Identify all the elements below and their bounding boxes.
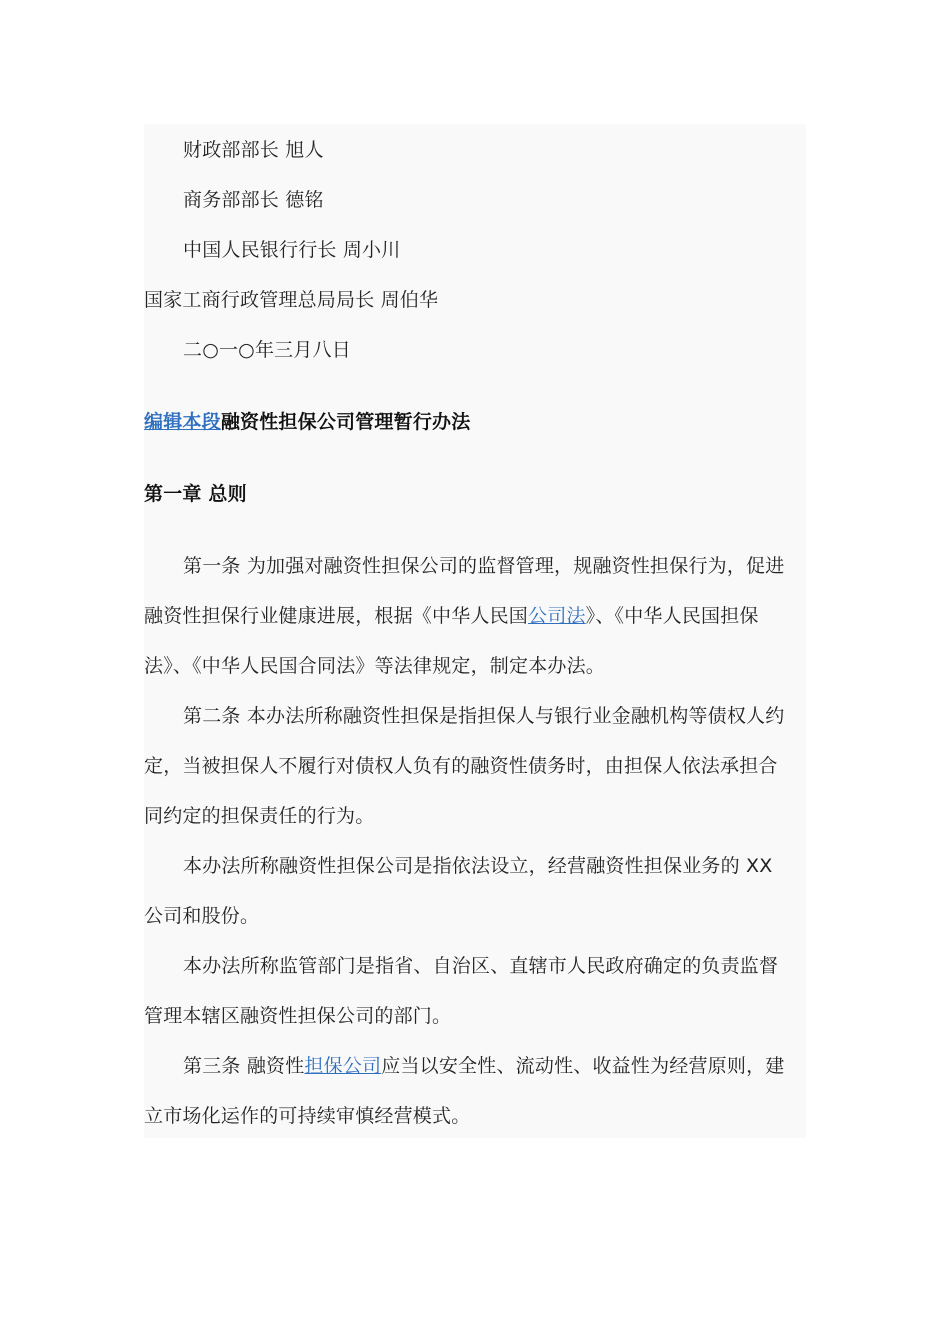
chapter-title: 第一章 总则 (144, 483, 247, 505)
article-2b-line-1: 本办法所称融资性担保公司是指依法设立，经营融资性担保业务的 XX (183, 855, 773, 877)
signature-date: 二○一○年三月八日 (183, 339, 351, 361)
signature-finance-minister: 财政部部长 旭人 (183, 139, 324, 161)
article-2-line-2: 定，当被担保人不履行对债权人负有的融资性债务时，由担保人依法承担合 (144, 755, 778, 777)
guarantee-company-link[interactable]: 担保公司 (304, 1055, 382, 1077)
signature-pboc-governor: 中国人民银行行长 周小川 (183, 239, 401, 261)
signature-saic-director: 国家工商行政管理总局局长 周伯华 (144, 289, 439, 311)
article-1-line-2: 融资性担保行业健康进展，根据《中华人民国公司法》、《中华人民国担保 (144, 605, 759, 627)
article-3-line-1: 第三条 融资性担保公司应当以安全性、流动性、收益性为经营原则，建 (183, 1055, 785, 1077)
article-2-line-3: 同约定的担保责任的行为。 (144, 805, 375, 827)
article-2b-line-2: 公司和股份。 (144, 905, 260, 927)
article-2-line-1: 第二条 本办法所称融资性担保是指担保人与银行业金融机构等债权人约 (183, 705, 785, 727)
signature-commerce-minister: 商务部部长 德铭 (183, 189, 324, 211)
section-heading (144, 409, 806, 435)
article-2c-line-1: 本办法所称监管部门是指省、自治区、直辖市人民政府确定的负责监督 (183, 955, 779, 977)
article-1-line-1: 第一条 为加强对融资性担保公司的监督管理，规融资性担保行为，促进 (183, 555, 785, 577)
article-2c-line-2: 管理本辖区融资性担保公司的部门。 (144, 1005, 452, 1027)
document-body (144, 124, 806, 1138)
article-1-line-3: 法》、《中华人民国合同法》等法律规定，制定本办法。 (144, 655, 606, 677)
section-title: 融资性担保公司管理暂行办法 (220, 411, 471, 433)
article-3-line-2: 立市场化运作的可持续审慎经营模式。 (144, 1105, 471, 1127)
company-law-link[interactable]: 公司法 (528, 605, 586, 627)
edit-section-link[interactable]: 编辑本段 (144, 411, 221, 433)
